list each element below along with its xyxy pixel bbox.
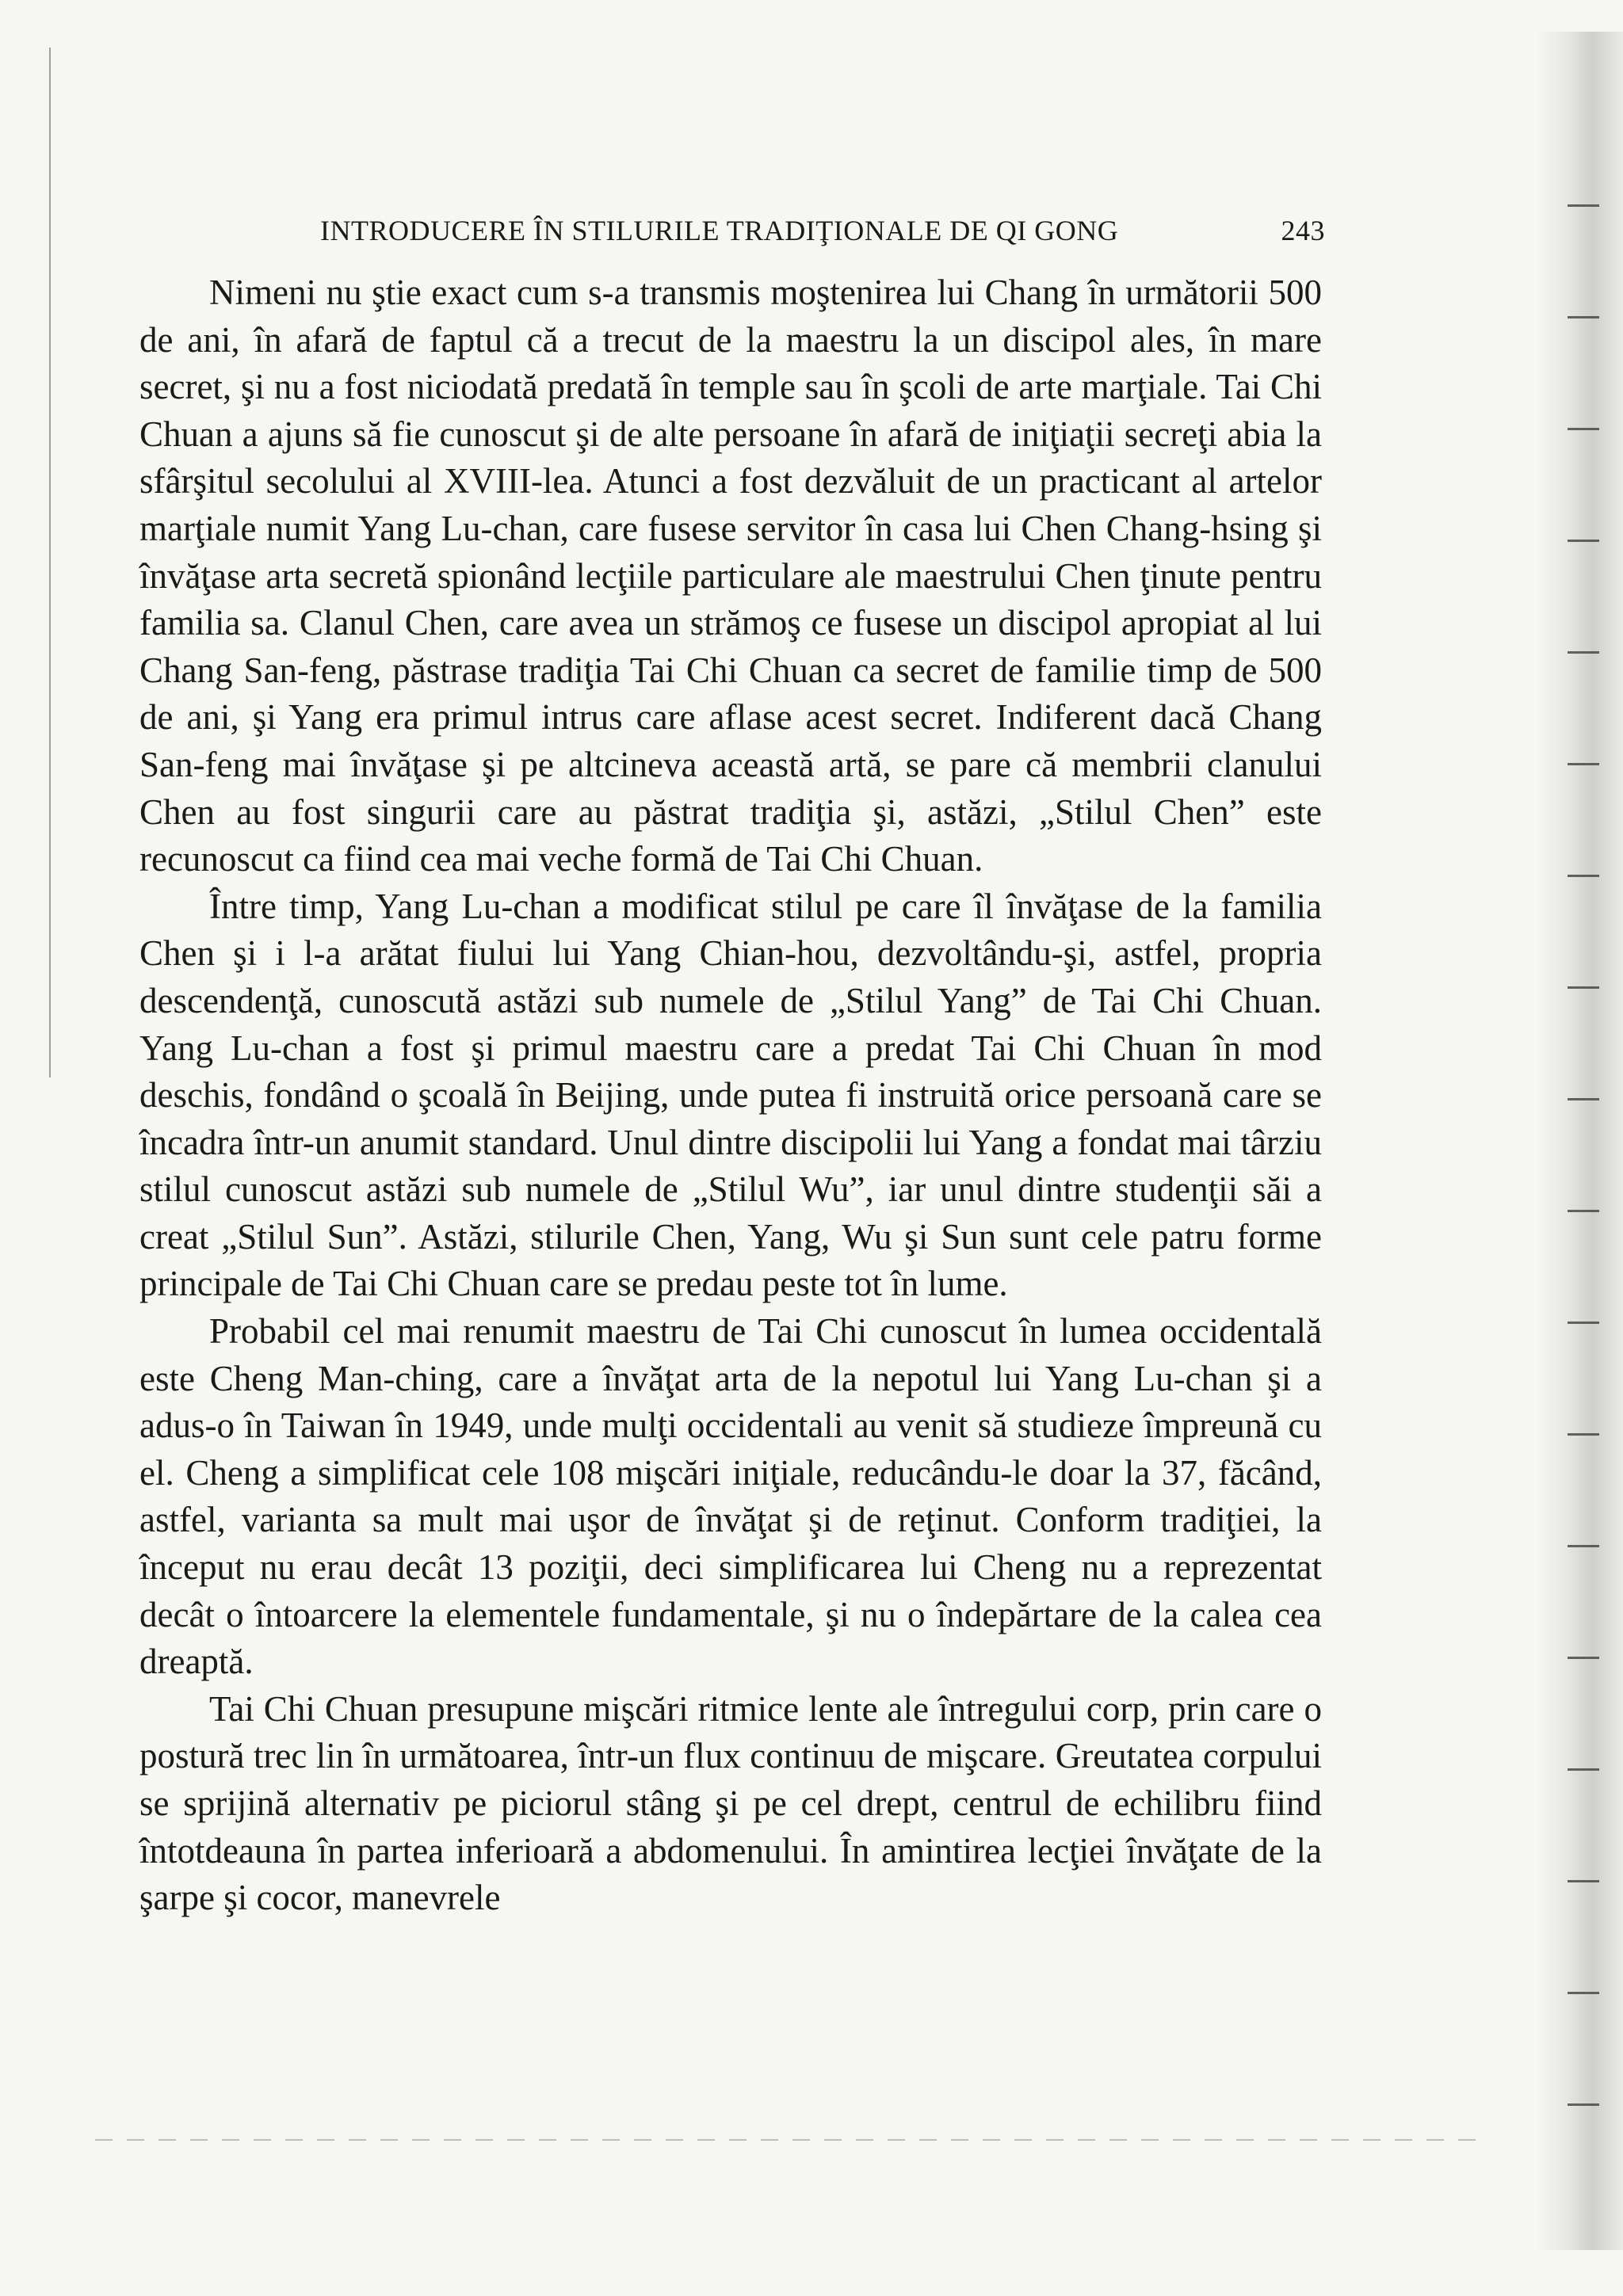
page-edge-marks <box>1568 95 1599 2155</box>
body-text <box>139 269 1322 1922</box>
paragraph-2: Între timp, Yang Lu-chan a modificat stilul pe care îl învăţase de la familia Chen şi i l-a arătat fiului lui Yang Chian-hou, dezvoltându-şi, astfel, propria descendenţă, cunoscută astăzi sub numele de „Stilul Yang” de Tai Chi Chuan. Yang Lu-chan a fost şi primul maestru care a predat Tai Chi Chuan în mod deschis, fondând o şcoală în Beijing, unde putea fi instruită orice persoană care se încadra într-un anumit standard. Unul dintre discipolii lui Yang a fondat mai târziu stilul cunoscut astăzi sub numele de „Stilul Wu”, iar unul dintre studenţii săi a creat „Stilul Sun”. Astăzi, stilurile Chen, Yang, Wu şi Sun sunt cele patru forme principale de Tai Chi Chuan care se predau peste tot în lume. <box>139 886 1322 1304</box>
chapter-title: INTRODUCERE ÎN STILURILE TRADIŢIONALE DE QI GONG <box>320 215 1119 246</box>
paragraph-3: Probabil cel mai renumit maestru de Tai Chi cunoscut în lumea occidentală este Cheng Man-ching, care a învăţat arta de la nepotul lui Yang Lu-chan şi a adus-o în Taiwan în 1949, unde mulţi occidentali au venit să studieze împreună cu el. Cheng a simplificat cele 108 mişcări iniţiale, reducându-le doar la 37, făcând, astfel, varianta sa mult mai uşor de învăţat şi de reţinut. Conform tradiţiei, la început nu erau decât 13 poziţii, deci simplificarea lui Cheng nu a reprezentat decât o întoarcere la elementele fundamentale, şi nu o îndepărtare de la calea cea dreaptă. <box>139 1311 1322 1682</box>
paragraph-4: Tai Chi Chuan presupune mişcări ritmice lente ale întregului corp, prin care o postură trec lin în următoarea, într-un flux continuu de mişcare. Greutatea corpului se sprijină alternativ pe piciorul stâng şi pe cel drept, centrul de echilibru fiind întotdeauna în partea inferioară a abdomenului. În amintirea lecţiei învăţate de la şarpe şi cocor, manevrele <box>139 1688 1322 1918</box>
paragraph-1: Nimeni nu ştie exact cum s-a transmis moştenirea lui Chang în următorii 500 de ani, în afară de faptul că a trecut de la maestru la un discipol ales, în mare secret, şi nu a fost niciodată predată în temple sau în şcoli de arte marţiale. Tai Chi Chuan a ajuns să fie cunoscut şi de alte persoane în afară de iniţiaţii secreţi abia la sfârşitul secolului al XVIII-lea. Atunci a fost dezvăluit de un practicant al artelor marţiale numit Yang Lu-chan, care fusese servitor în casa lui Chen Chang-hsing şi învăţase arta secretă spionând lecţiile particulare ale maestrului Chen ţinute pentru familia sa. Clanul Chen, care avea un strămoş ce fusese un discipol apropiat al lui Chang San-feng, păstrase tradiţia Tai Chi Chuan ca secret de familie timp de 500 de ani, şi Yang era primul intrus care aflase acest secret. Indiferent dacă Chang San-feng mai învăţase şi pe altcineva această artă, se pare că membrii clanului Chen au fost singurii care au păstrat tradiţia şi, astăzi, „Stilul Chen” este recunoscut ca fiind cea mai veche formă de Tai Chi Chuan. <box>139 273 1322 879</box>
scan-left-edge <box>49 48 51 1077</box>
running-header <box>320 214 1325 247</box>
scan-bottom-edge <box>95 2139 1490 2141</box>
book-page <box>139 214 1325 1922</box>
page-number: 243 <box>1281 215 1325 246</box>
